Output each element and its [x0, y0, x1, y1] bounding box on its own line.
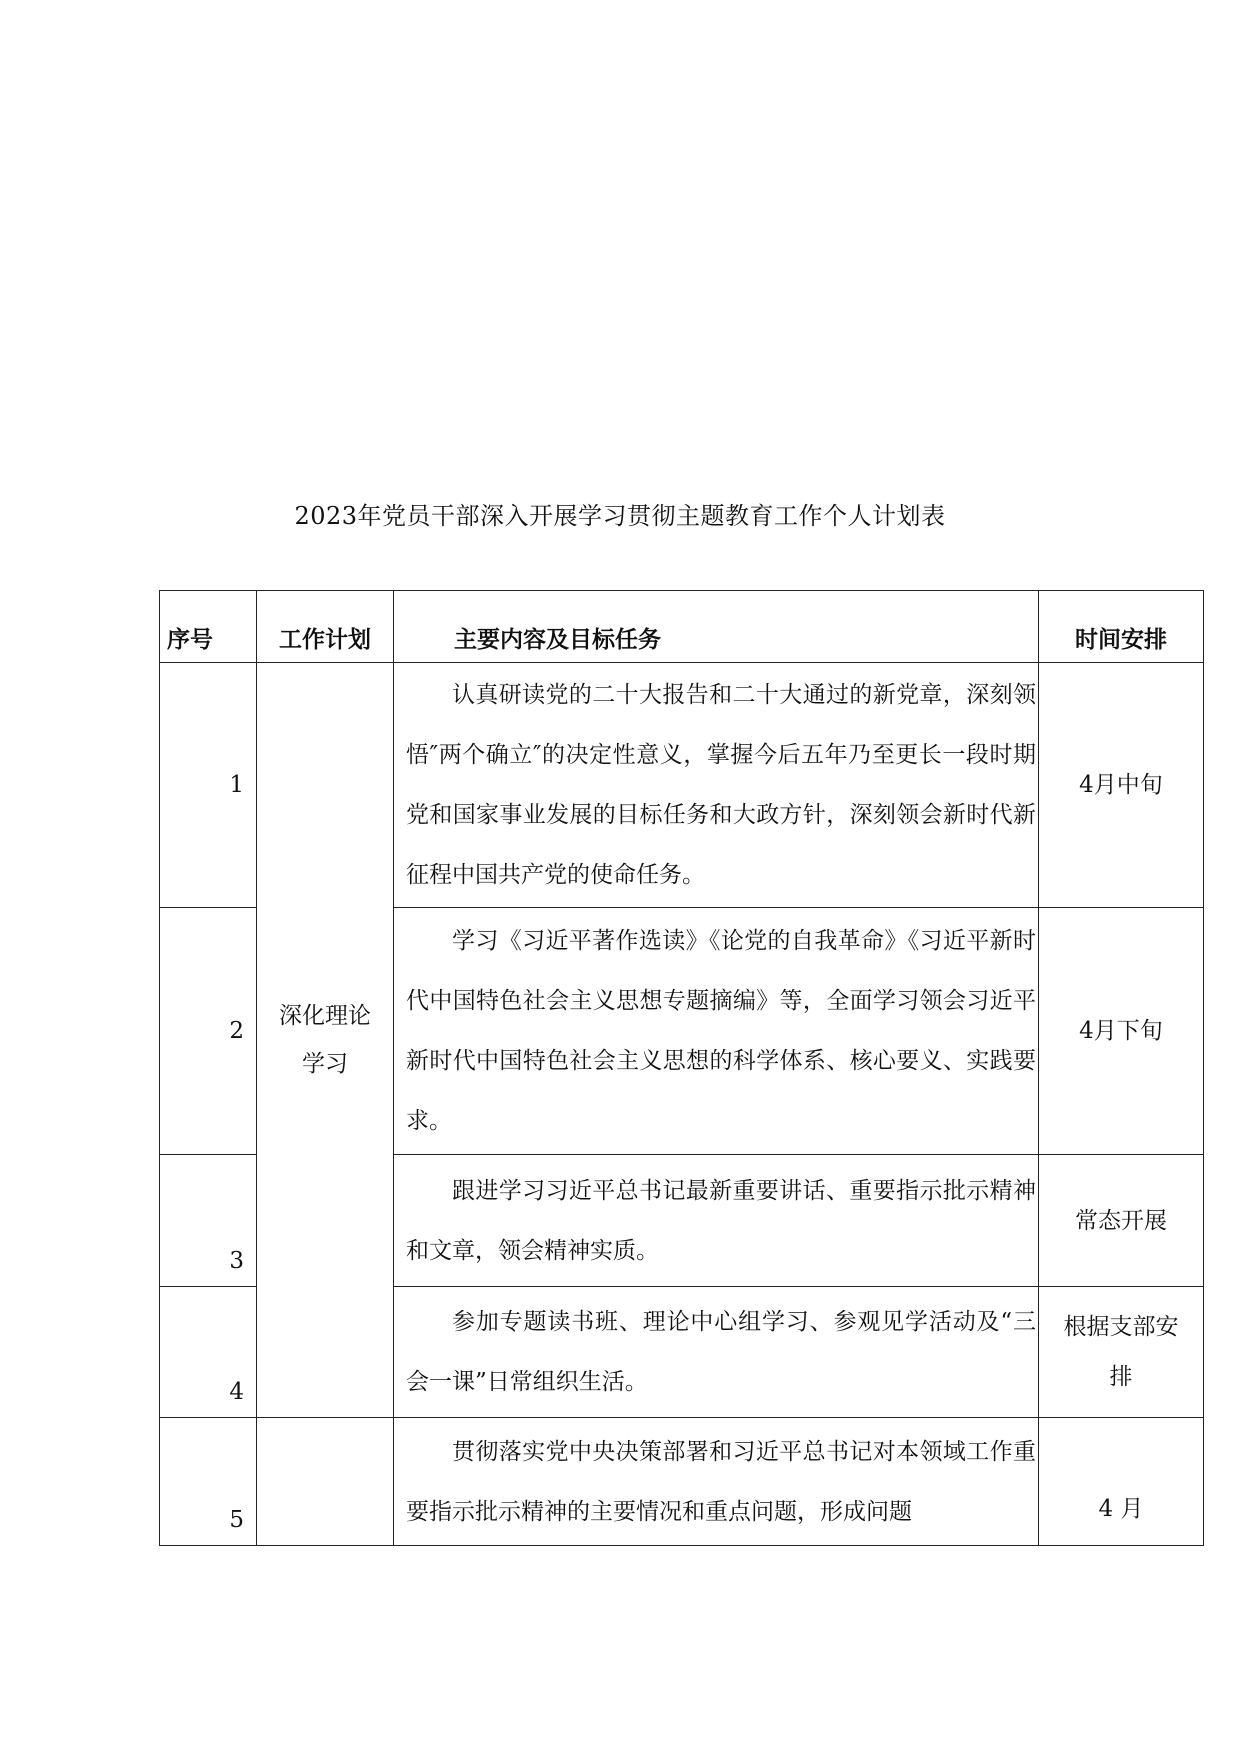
table-header-row	[160, 591, 1204, 663]
row-content	[394, 908, 1039, 1155]
row-seq: 3	[160, 1155, 257, 1287]
row-content-text: 学习《习近平著作选读》《论党的自我革命》《习近平新时代中国特色社会主义思想专题摘编》等，全面学习领会习近平新时代中国特色社会主义思想的科学体系、核心要义、实践要求。	[406, 928, 1036, 1134]
row-content-text: 贯彻落实党中央决策部署和习近平总书记对本领域工作重要指示批示精神的主要情况和重点问题，形成问题	[406, 1438, 1036, 1525]
plan-label: 深化理论学习	[279, 1003, 371, 1077]
row-content-text: 认真研读党的二十大报告和二十大通过的新党章，深刻领悟″两个确立″的决定性意义，掌握今后五年乃至更长一段时期党和国家事业发展的目标任务和大政方针，深刻领会新时代新征程中国共产党的使命任务。	[406, 682, 1036, 888]
table-row	[160, 663, 1204, 908]
row-content-text: 跟进学习习近平总书记最新重要讲话、重要指示批示精神和文章，领会精神实质。	[406, 1177, 1036, 1264]
row-content-text: 参加专题读书班、理论中心组学习、参观见学活动及“三会一课”日常组织生活。	[406, 1309, 1036, 1395]
plan-table	[159, 590, 1204, 1546]
header-plan: 工作计划	[257, 591, 394, 663]
row-time: 常态开展	[1039, 1155, 1204, 1287]
row-content	[394, 1155, 1039, 1287]
row-content	[394, 1418, 1039, 1546]
row-time-text: 根据支部安排	[1063, 1314, 1179, 1390]
row-seq: 5	[160, 1418, 257, 1546]
row-seq: 1	[160, 663, 257, 908]
plan-cell-empty	[257, 1418, 394, 1546]
header-content: 主要内容及目标任务	[394, 591, 1039, 663]
page-title: 2023年党员干部深入开展学习贯彻主题教育工作个人计划表	[294, 502, 946, 530]
row-content	[394, 1287, 1039, 1418]
table-row	[160, 1418, 1204, 1546]
row-time	[1039, 1287, 1204, 1418]
row-content	[394, 663, 1039, 908]
row-time: 4月中旬	[1039, 663, 1204, 908]
row-seq: 4	[160, 1287, 257, 1418]
header-seq: 序号	[160, 591, 257, 663]
row-time: 4月下旬	[1039, 908, 1204, 1155]
row-seq: 2	[160, 908, 257, 1155]
row-time: 4 月	[1039, 1418, 1204, 1546]
plan-cell	[257, 663, 394, 1418]
header-time: 时间安排	[1039, 591, 1204, 663]
